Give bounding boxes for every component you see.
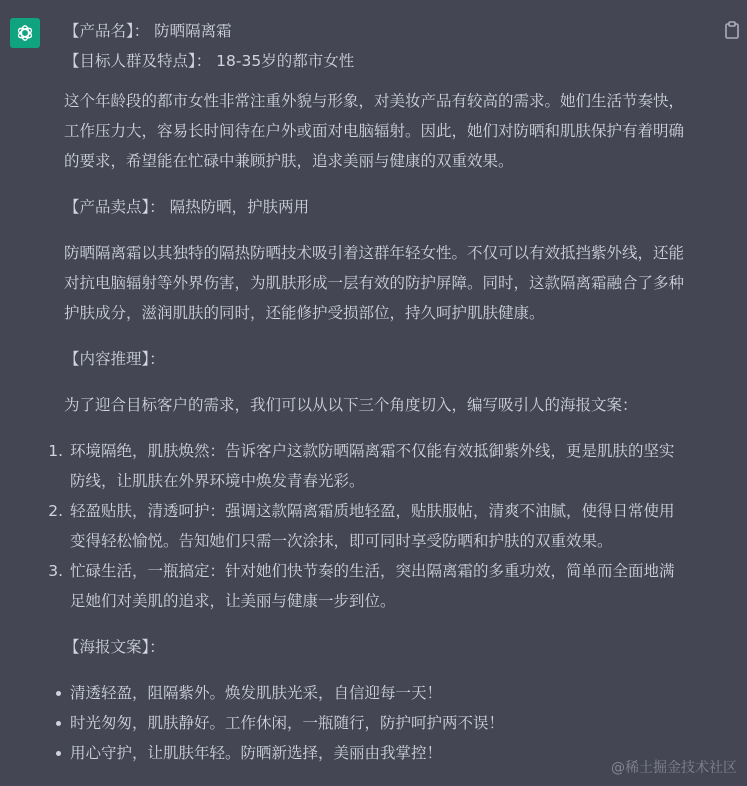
target-audience-line: 【目标人群及特点】： 18-35岁的都市女性 <box>64 52 355 70</box>
openai-logo-icon <box>15 23 35 43</box>
clipboard-icon <box>723 20 741 40</box>
list-number: 1. <box>48 442 63 460</box>
list-item-line: 变得轻松愉悦。告知她们只需一次涂抹，即可同时享受防晒和护肤的双重效果。 <box>70 532 613 550</box>
paragraph-line: 这个年龄段的都市女性非常注重外貌与形象，对美妆产品有较高的需求。她们生活节奏快， <box>64 92 685 110</box>
paragraph-line: 的要求，希望能在忙碌中兼顾护肤，追求美丽与健康的双重效果。 <box>64 152 514 170</box>
assistant-avatar <box>10 18 40 48</box>
list-number: 3. <box>48 562 63 580</box>
target-description <box>64 86 724 176</box>
selling-point-line: 【产品卖点】： 隔热防晒，护肤两用 <box>64 198 310 216</box>
poster-list <box>64 678 724 768</box>
list-item-line: 忙碌生活，一瓶搞定：针对她们快节奏的生活，突出隔离霜的多重功效，简单而全面地满 <box>70 562 675 580</box>
reasoning-intro: 为了迎合目标客户的需求，我们可以从以下三个角度切入，编写吸引人的海报文案： <box>64 396 638 414</box>
list-item: 时光匆匆，肌肤静好。工作休闲，一瓶随行，防护呵护两不误！ <box>64 708 724 738</box>
paragraph-line: 防晒隔离霜以其独特的隔热防晒技术吸引着这群年轻女性。不仅可以有效抵挡紫外线，还能 <box>64 244 685 262</box>
list-item <box>48 436 724 496</box>
assistant-message <box>48 16 724 768</box>
poster-heading: 【海报文案】： <box>64 638 165 656</box>
selling-description <box>64 238 724 328</box>
reasoning-list <box>48 436 724 616</box>
list-item-line: 轻盈贴肤，清透呵护：强调这款隔离霜质地轻盈，贴肤服帖，清爽不油腻，使得日常使用 <box>70 502 675 520</box>
paragraph-line: 护肤成分，滋润肌肤的同时，还能修护受损部位，持久呵护肌肤健康。 <box>64 304 545 322</box>
list-item-line: 环境隔绝，肌肤焕然：告诉客户这款防晒隔离霜不仅能有效抵御紫外线，更是肌肤的坚实 <box>70 442 675 460</box>
watermark: @稀土掘金技术社区 <box>611 760 737 776</box>
list-item: 用心守护，让肌肤年轻。防晒新选择，美丽由我掌控！ <box>64 738 724 768</box>
paragraph-line: 工作压力大，容易长时间待在户外或面对电脑辐射。因此，她们对防晒和肌肤保护有着明确 <box>64 122 685 140</box>
reasoning-heading: 【内容推理】： <box>64 350 165 368</box>
copy-button[interactable] <box>723 20 741 40</box>
paragraph-line: 对抗电脑辐射等外界伤害，为肌肤形成一层有效的防护屏障。同时，这款隔离霜融合了多种 <box>64 274 685 292</box>
product-name-line: 【产品名】： 防晒隔离霜 <box>64 22 232 40</box>
list-item-line: 防线，让肌肤在外界环境中焕发青春光彩。 <box>70 472 365 490</box>
list-number: 2. <box>48 502 63 520</box>
list-item: 清透轻盈，阻隔紫外。焕发肌肤光采，自信迎每一天！ <box>64 678 724 708</box>
list-item <box>48 496 724 556</box>
list-item <box>48 556 724 616</box>
list-item-line: 足她们对美肌的追求，让美丽与健康一步到位。 <box>70 592 396 610</box>
